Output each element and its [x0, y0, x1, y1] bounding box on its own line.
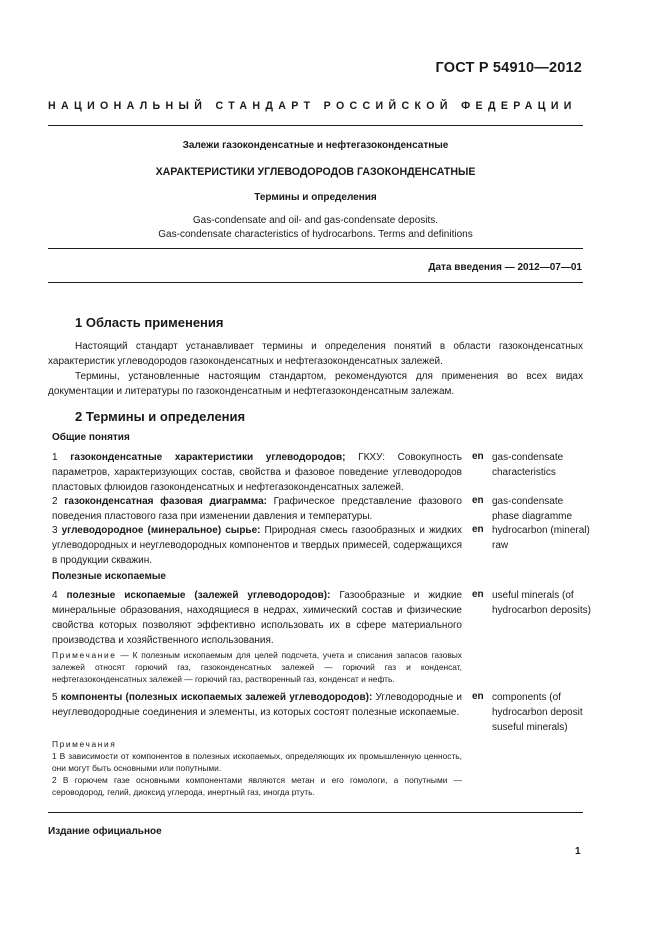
term-entry-5 [52, 690, 462, 720]
language-tag: en [472, 524, 484, 535]
term-5-note-2: 2 В горючем газе основными компонентами являются метан и его гомологи, а попутными — сероводород, гелий, диоксид углерода, инертный газ, иногда ртуть. [52, 775, 462, 797]
term-definition: Углеводородные и неуглеводородные соединения и элементы, из которых состоят полезные ископаемые. [52, 692, 462, 718]
english-equivalent: hydrocarbon (mineral) raw [492, 525, 590, 551]
english-equivalent: useful minerals (of hydrocarbon deposits) [492, 590, 591, 616]
term-4-note [52, 649, 462, 685]
page-number: 1 [575, 846, 581, 857]
language-tag: en [472, 589, 484, 600]
section-2-heading: 2 Термины и определения [75, 409, 246, 424]
term-5-notes-label: Примечания [52, 739, 117, 749]
term-entry-3 [52, 523, 462, 568]
term-entry-2 [52, 494, 462, 524]
term-number: 3 [52, 525, 58, 536]
note-text: — К полезным ископаемым для целей подсчета, учета и списания запасов газовых залежей относят горючий газ, газоконденсатных залежей — горючий газ и конденсат, нефтегазоконденсатных залежей — горючий газ, растворенный газ, конденсат и нефть. [52, 650, 462, 684]
effective-date: Дата введения — 2012—07—01 [428, 262, 582, 273]
term-name: газоконденсатная фазовая диаграмма: [64, 496, 267, 507]
term-number: 1 [52, 452, 58, 463]
header-divider [48, 125, 583, 126]
term-name: газоконденсатные характеристики углеводородов; [70, 452, 346, 463]
term-number: 5 [52, 692, 58, 703]
english-title-line-1: Gas-condensate and oil- and gas-condensate deposits. [192, 215, 439, 226]
national-standard-heading: НАЦИОНАЛЬНЫЙ СТАНДАРТ РОССИЙСКОЙ ФЕДЕРАЦИИ [48, 100, 577, 112]
language-tag: en [472, 495, 484, 506]
group-heading-general: Общие понятия [52, 432, 130, 443]
date-divider [48, 282, 583, 283]
term-entry-1 [52, 450, 462, 495]
section-1-paragraph-2: Термины, установленные настоящим стандартом, рекомендуются для применения во всех видах документации и литературы по газоконденсатным и нефтегазоконденсатным залежам. [48, 371, 583, 397]
term-entry-4 [52, 588, 462, 648]
title-line-3: Термины и определения [254, 192, 377, 203]
title-line-1: Залежи газоконденсатные и нефтегазоконденсатные [182, 140, 449, 151]
term-definition: ГКХУ: Совокупность параметров, характеризующих состав, свойства и фазовое поведение углеводородов пластовых флюидов газоконденсатных и нефтегазоконденсатных залежей. [52, 452, 462, 493]
term-definition: Природная смесь газообразных и жидких углеводородных и неуглеводородных компонентов и твердых примесей, содержащихся в продукции скважин. [52, 525, 463, 566]
term-number: 4 [52, 590, 58, 601]
english-equivalent: gas-condensate phase diagramme [492, 496, 573, 522]
group-heading-minerals: Полезные ископаемые [52, 571, 166, 582]
term-number: 2 [52, 496, 58, 507]
title-divider [48, 248, 583, 249]
english-equivalent: components (of hydrocarbon deposit suseful minerals) [492, 692, 583, 733]
section-1-heading: 1 Область применения [75, 315, 224, 330]
footer-divider [48, 812, 583, 813]
term-name: компоненты (полезных ископаемых залежей углеводородов): [60, 692, 373, 703]
language-tag: en [472, 451, 484, 462]
term-definition: Графическое представление фазового поведения пластового газа при изменении давления и температуры. [52, 496, 462, 522]
section-1-paragraph-1: Настоящий стандарт устанавливает термины и определения понятий в области газоконденсатных характеристик углеводородов газоконденсатных и нефтегазоконденсатных залежей. [48, 341, 583, 367]
language-tag: en [472, 691, 484, 702]
term-name: углеводородное (минеральное) сырье: [61, 525, 261, 536]
term-definition: Газообразные и жидкие минеральные образования, находящиеся в недрах, химический состав и физические свойства которых позволяют эффективно использовать их в сфере материального производства и хозяйственного использования. [52, 590, 463, 646]
english-equivalent: gas-condensate characteristics [492, 452, 564, 478]
title-line-2: ХАРАКТЕРИСТИКИ УГЛЕВОДОРОДОВ ГАЗОКОНДЕНСАТНЫЕ [155, 166, 476, 178]
section-1-body [48, 339, 583, 399]
note-label: Примечание [52, 650, 117, 660]
official-edition-label: Издание официальное [48, 826, 162, 837]
term-5-note-1: 1 В зависимости от компонентов в полезных ископаемых, определяющих их промышленную ценность, они могут быть основными или попутными. [52, 751, 462, 773]
gost-number: ГОСТ Р 54910—2012 [435, 60, 582, 76]
term-name: полезные ископаемые (залежей углеводородов): [66, 590, 331, 601]
english-title-line-2: Gas-condensate characteristics of hydrocarbons. Terms and definitions [158, 229, 473, 240]
